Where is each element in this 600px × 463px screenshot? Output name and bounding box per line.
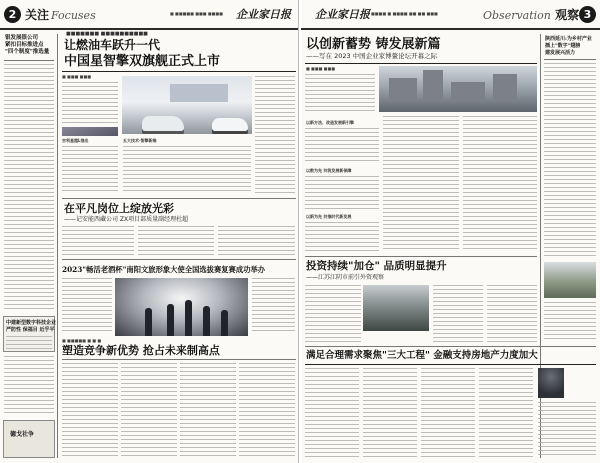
landscape-photo xyxy=(544,262,596,298)
side-story-box xyxy=(3,316,55,352)
footer-text: 德戈社争 xyxy=(10,431,35,438)
side-headline-line-3: "四个制度"推选量 xyxy=(5,49,50,55)
column-divider xyxy=(57,34,58,458)
main-headline-line-1: 让燃油车跃升一代 xyxy=(64,38,161,52)
side-headline-line-3: 建发展兴活力 xyxy=(545,50,576,56)
subhead-1: 以新方法、改造发展新引擎 xyxy=(306,120,354,125)
main-text-col-1a xyxy=(305,74,375,112)
headline-rule xyxy=(305,364,596,365)
story2-headline: 投资持续"加仓" 品质明显提升 xyxy=(306,260,447,272)
river-photo xyxy=(363,285,429,331)
person-figure xyxy=(167,304,174,336)
story4-text-col-3 xyxy=(180,363,236,459)
launch-banner xyxy=(170,84,228,102)
story3-text-col-4 xyxy=(479,368,533,458)
side-headline xyxy=(545,36,592,57)
divider xyxy=(305,346,596,347)
story4-kicker: ■ ■■■■■ ■ ■ ■ xyxy=(62,338,102,343)
person-figure xyxy=(221,310,228,336)
story4-text-col-4 xyxy=(239,363,295,459)
car-caption-2: 五大技术·智擎新维 xyxy=(123,138,157,143)
main-kicker: ■■■■■■■ ■■■■■■■■■■ xyxy=(66,31,148,37)
section-title-text: 观察 xyxy=(555,8,580,22)
story3-text-col-1 xyxy=(305,368,359,458)
story3-text-col-3 xyxy=(421,368,475,458)
side-headline-line-1: 陕西延川:为乡村产业 xyxy=(545,36,592,42)
side-text-lower xyxy=(4,356,54,416)
headline-rule xyxy=(305,63,537,64)
issue-meta: ■■■■ ■ ■■■■ ■■ ■■ ■■■ xyxy=(371,11,438,16)
main-text-col-1c xyxy=(305,176,379,210)
stage-photo xyxy=(115,278,248,336)
story2-text-col-2 xyxy=(138,226,214,256)
story3-text-col-1 xyxy=(62,278,112,334)
main-headline-line-2: 中国星智擎双旗舰正式上市 xyxy=(64,54,221,69)
story3-text-col-5 xyxy=(538,402,596,458)
building-shape xyxy=(423,70,443,100)
car-caption-1: 吉利星越L推出 xyxy=(62,138,89,143)
side-headline-line-2: 紧扣目标推进点 xyxy=(5,42,44,48)
street-photo xyxy=(379,66,537,112)
story4-headline: 塑造竞争新优势 抢占未来制高点 xyxy=(62,344,220,357)
main-headline: 以创新蓄势 铸发展新篇 xyxy=(306,37,441,52)
inset-photo xyxy=(62,127,118,136)
car-text-col-2 xyxy=(123,146,251,194)
story4-text-col-2 xyxy=(121,363,177,459)
story3-headline: 满足合理需求聚焦"三大工程" 金融支持房地产力度加大 xyxy=(306,350,538,361)
building-shape xyxy=(389,78,417,100)
story2-subheadline: ——记安能西藏公司 ZX项目部质量副经理杜超 xyxy=(64,216,189,223)
person-figure xyxy=(203,306,210,336)
car-text-col-1 xyxy=(62,82,118,124)
car-shape xyxy=(212,118,248,131)
section-title-text: 关注 xyxy=(25,8,50,22)
main-subheadline: ——写在 2023 中国企业家博鳌论坛开幕之际 xyxy=(306,52,438,60)
story2-subheadline: ——江苏江阴市前引外资观察 xyxy=(306,274,385,281)
story2-text-col-3 xyxy=(218,226,295,256)
story2-text-col-4 xyxy=(487,285,537,343)
story2-text-col-1 xyxy=(62,226,134,256)
side-headline-line-2: 插上"数字"翅膀 xyxy=(545,43,581,49)
car-text-col-3 xyxy=(255,76,295,196)
right-page-header xyxy=(301,0,600,30)
story2-text-col-3 xyxy=(433,285,483,343)
story3-text-col-2 xyxy=(363,368,417,458)
section-title xyxy=(481,7,579,24)
left-page-header xyxy=(0,0,298,30)
left-page xyxy=(0,0,299,463)
car-text-col-1b xyxy=(62,146,118,194)
side-article-text xyxy=(544,63,596,258)
section-title xyxy=(25,7,96,24)
divider xyxy=(62,259,296,260)
side-headline-line-1: 银发展银公司 xyxy=(5,35,39,41)
subhead-3: 以新为先 共推时代新发展 xyxy=(306,214,352,219)
car-shape xyxy=(142,116,184,131)
car-launch-photo xyxy=(122,76,252,134)
main-text-col-3 xyxy=(463,116,537,252)
building-shape xyxy=(493,74,517,100)
building-shape xyxy=(451,82,485,100)
page-number-badge: 2 xyxy=(4,6,21,23)
paper-name: 企业家日报 xyxy=(236,8,291,21)
divider xyxy=(305,256,537,257)
section-subtitle: Focuses xyxy=(51,9,96,22)
side-story-line-2: 严防性 保福目 近乎平 xyxy=(6,327,55,333)
byline: ■ ■■■ ■■■ xyxy=(62,74,91,79)
story3-headline: 2023"畅活老酒杯"南阳文旅形象大使全国选拔赛复赛成功举办 xyxy=(62,265,266,274)
main-text-col-1b xyxy=(305,128,379,164)
side-article-text xyxy=(4,64,54,312)
person-figure xyxy=(185,300,192,336)
person-figure xyxy=(145,308,152,336)
story2-text-col-1 xyxy=(305,285,361,343)
headline-rule xyxy=(62,71,296,72)
divider xyxy=(62,359,296,360)
main-text-col-2 xyxy=(383,116,459,252)
portrait-photo xyxy=(538,368,564,398)
side-article-text-2 xyxy=(544,302,596,342)
byline: ■ ■■■ ■■■ xyxy=(306,66,335,71)
divider xyxy=(544,59,596,60)
story2-headline: 在平凡岗位上绽放光彩 xyxy=(64,202,174,215)
side-story-text xyxy=(6,336,52,350)
subhead-2: 以数为先 共筑发展新保障 xyxy=(306,168,352,173)
side-story-line-1: 中建新型数字科技企业 xyxy=(6,320,57,326)
story3-text-col-3 xyxy=(252,278,295,334)
main-text-col-1d xyxy=(305,222,379,252)
right-page xyxy=(301,0,600,463)
divider xyxy=(62,198,296,199)
issue-meta: ■ ■■■■■ ■■■ ■■■■ xyxy=(170,11,223,16)
footer-box xyxy=(3,420,55,458)
side-headline xyxy=(5,35,49,56)
story4-text-col-1 xyxy=(62,363,118,459)
divider xyxy=(4,60,54,61)
paper-name: 企业家日报 xyxy=(315,8,370,21)
section-subtitle: Observation xyxy=(483,9,551,22)
page-number-badge: 3 xyxy=(579,6,596,23)
